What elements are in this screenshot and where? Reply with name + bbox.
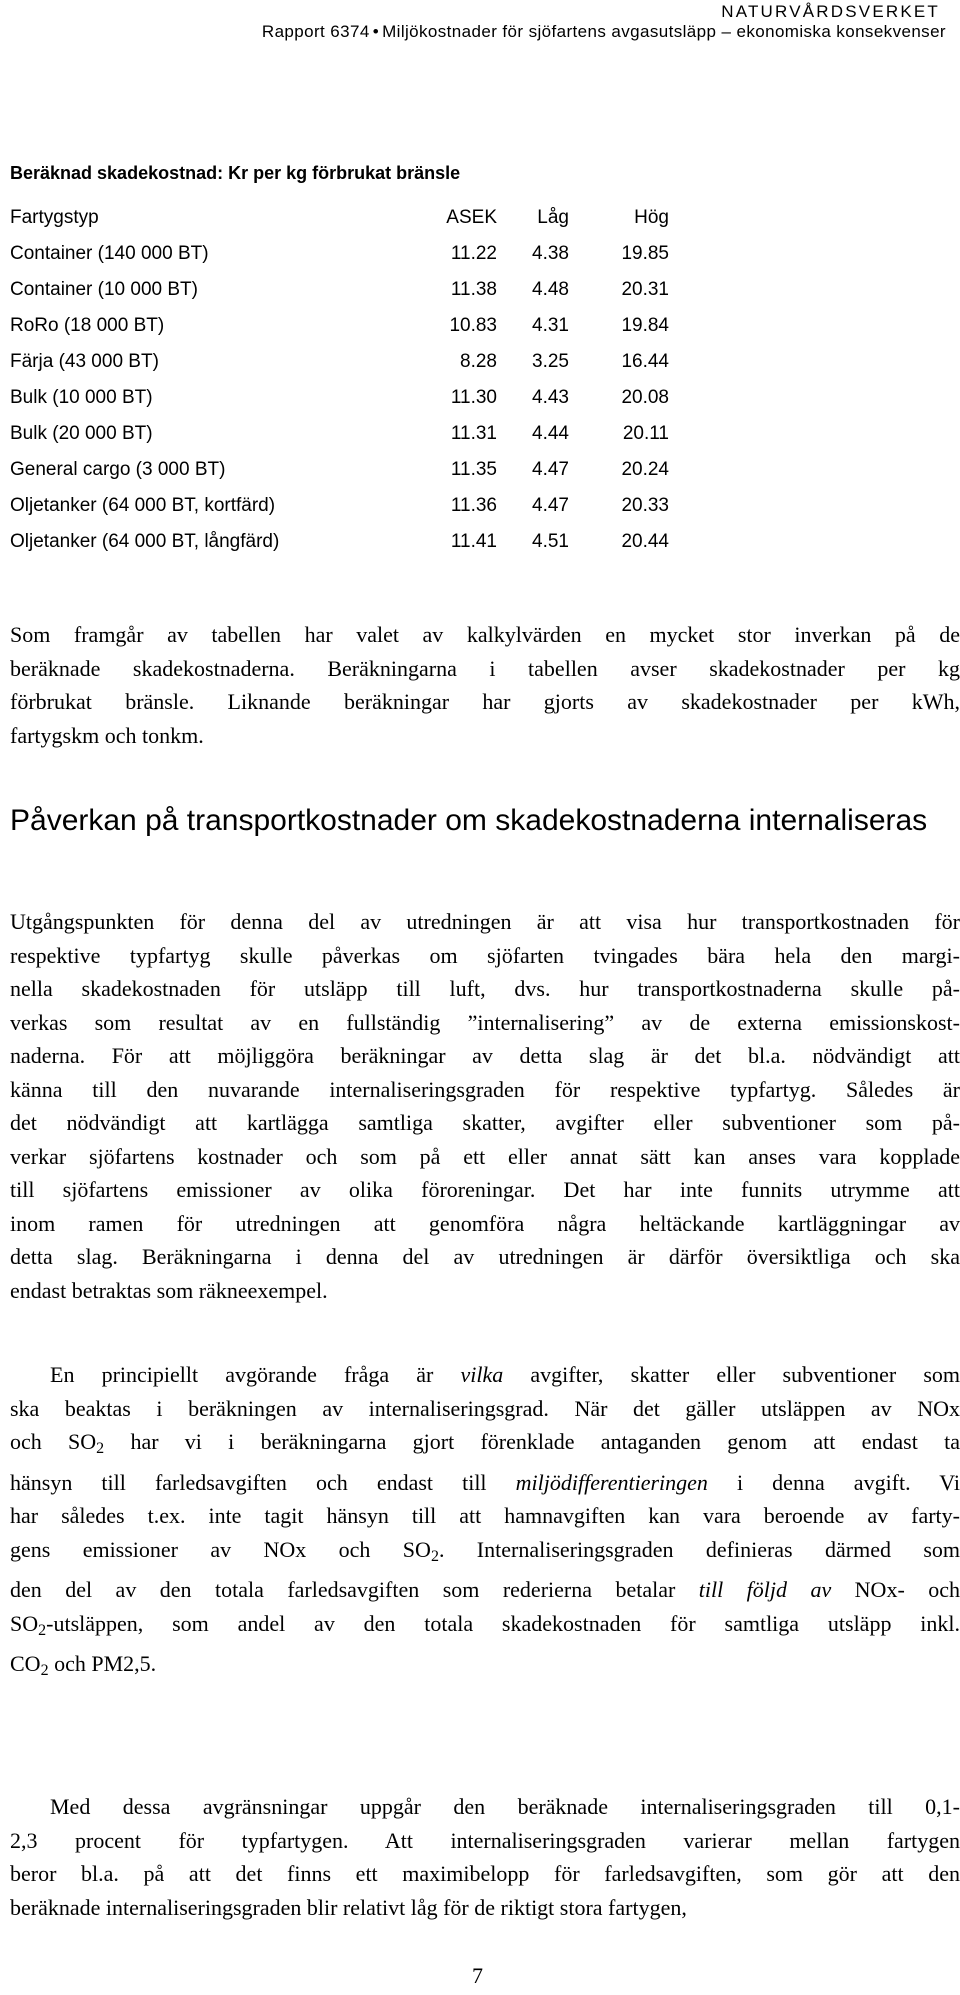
page-number: 7: [472, 1963, 483, 1988]
ship-type-cell: Färja (43 000 BT): [10, 351, 159, 372]
section-heading: Påverkan på transportkostnader om skadekostnaderna internaliseras: [10, 804, 928, 837]
bullet-separator: •: [372, 22, 380, 41]
column-header: Hög: [634, 207, 669, 228]
ship-type-cell: Bulk (10 000 BT): [10, 387, 153, 408]
value-cell: 19.84: [621, 315, 669, 336]
value-cell: 4.48: [532, 279, 569, 300]
value-cell: 4.47: [532, 459, 569, 480]
value-cell: 11.22: [450, 243, 497, 264]
report-title: Miljökostnader för sjöfartens avgasutsläpp – ekonomiska konsekvenser: [382, 22, 946, 41]
table-row: [10, 488, 669, 524]
ship-type-cell: General cargo (3 000 BT): [10, 459, 226, 480]
value-cell: 4.38: [532, 243, 569, 264]
value-cell: 4.51: [532, 531, 569, 552]
ship-type-cell: RoRo (18 000 BT): [10, 315, 165, 336]
table-header-row: [10, 200, 669, 236]
ship-type-cell: Oljetanker (64 000 BT, kortfärd): [10, 495, 276, 516]
value-cell: 3.25: [532, 351, 569, 372]
value-cell: 8.28: [460, 351, 497, 372]
value-cell: 4.47: [532, 495, 569, 516]
table-row: [10, 380, 669, 416]
value-cell: 11.35: [450, 459, 497, 480]
value-cell: 11.30: [450, 387, 497, 408]
column-header: Låg: [537, 207, 569, 228]
value-cell: 11.36: [450, 495, 497, 516]
paragraph-table-comment: Som framgår av tabellen har valet av kalkylvärden en mycket stor inverkan på de beräknade skadekostnaderna. Beräkningarna i tabellen avser skadekostnader per kg förbrukat bränsle. Liknande beräkningar har gjorts av skadekostnader per kWh, fartygskm och tonkm.: [10, 622, 960, 748]
value-cell: 10.83: [449, 315, 497, 336]
value-cell: 20.11: [622, 423, 669, 444]
table-title: Beräknad skadekostnad: Kr per kg förbrukat bränsle: [10, 163, 461, 183]
column-header: ASEK: [446, 207, 497, 228]
organization-name: NATURVÅRDSVERKET: [721, 2, 940, 21]
ship-type-cell: Container (140 000 BT): [10, 243, 209, 264]
value-cell: 4.31: [532, 315, 569, 336]
value-cell: 4.43: [532, 387, 569, 408]
table-row: [10, 272, 669, 308]
value-cell: 20.31: [621, 279, 669, 300]
column-header: Fartygstyp: [10, 207, 99, 228]
ship-type-cell: Container (10 000 BT): [10, 279, 198, 300]
report-number: Rapport 6374: [261, 22, 370, 41]
table-row: [10, 416, 669, 452]
ship-type-cell: Oljetanker (64 000 BT, långfärd): [10, 531, 280, 552]
paragraph-fee-scope: En principiellt avgörande fråga är vilka avgifter, skatter eller subventioner som ska beaktas i beräkningen av internaliseringsgrad. När det gäller utsläppen av NOx och $SO_2$ har vi i beräkningarna gjort förenklade antaganden genom att endast ta hänsyn till farledsavgiften och endast till miljödifferentieringen i denna avgift. Vi har således t.ex. inte tagit hänsyn till att hamnavgiften kan vara beroende av farty- gens emissioner av NOx och $SO_2$. Internaliseringsgraden definieras därmed som den del av den totala farledsavgiften som rederierna betalar till följd av NOx- och $SO_2$-utsläppen, som andel av den totala skadekostnaden för samtliga utsläpp inkl. $CO_2$ och PM2,5.: [10, 1362, 960, 1679]
value-cell: 11.31: [450, 423, 497, 444]
report-line: [262, 22, 946, 42]
table-row: [10, 524, 669, 560]
value-cell: 11.38: [450, 279, 497, 300]
value-cell: 20.24: [621, 459, 669, 480]
value-cell: 19.85: [621, 243, 669, 264]
table-row: [10, 236, 669, 272]
value-cell: 20.33: [621, 495, 669, 516]
table-row: [10, 344, 669, 380]
table-row: [10, 452, 669, 488]
value-cell: 4.44: [532, 423, 569, 444]
paragraph-internalization-intro: Utgångspunkten för denna del av utredningen är att visa hur transportkostnaden för respektive typfartyg skulle påverkas om sjöfarten tvingades bära hela den margi- nella skadekostnaden för utsläpp till luft, dvs. hur transportkostnaderna skulle på- verkas som resultat av en fullständig ”internalisering” av de externa emissionskost- naderna. För att möjliggöra beräkningar av detta slag är det bl.a. nödvändigt att känna till den nuvarande internaliseringsgraden för respektive typfartyg. Således är det nödvändigt att kartlägga samtliga skatter, avgifter eller subventioner som på- verkar sjöfartens kostnader och som på ett eller annat sätt kan anses vara kopplade till sjöfartens emissioner av olika föroreningar. Det har inte funnits utrymme att inom ramen för utredningen att genomföra några heltäckande kartläggningar av detta slag. Beräkningarna i denna del av utredningen är därför översiktliga och ska endast betraktas som räkneexempel.: [10, 909, 960, 1303]
value-cell: 20.08: [621, 387, 669, 408]
ship-type-cell: Bulk (20 000 BT): [10, 423, 153, 444]
damage-cost-table: [10, 200, 669, 560]
value-cell: 20.44: [621, 531, 669, 552]
table-row: [10, 308, 669, 344]
paragraph-internalization-result: Med dessa avgränsningar uppgår den beräknade internaliseringsgraden till 0,1- 2,3 procent för typfartygen. Att internaliseringsgraden varierar mellan fartygen beror bl.a. på att det finns ett maximibelopp för farledsavgiften, som gör att den beräknade internaliseringsgraden blir relativt låg för de riktigt stora fartygen,: [10, 1794, 960, 1920]
value-cell: 16.44: [621, 351, 669, 372]
value-cell: 11.41: [450, 531, 497, 552]
